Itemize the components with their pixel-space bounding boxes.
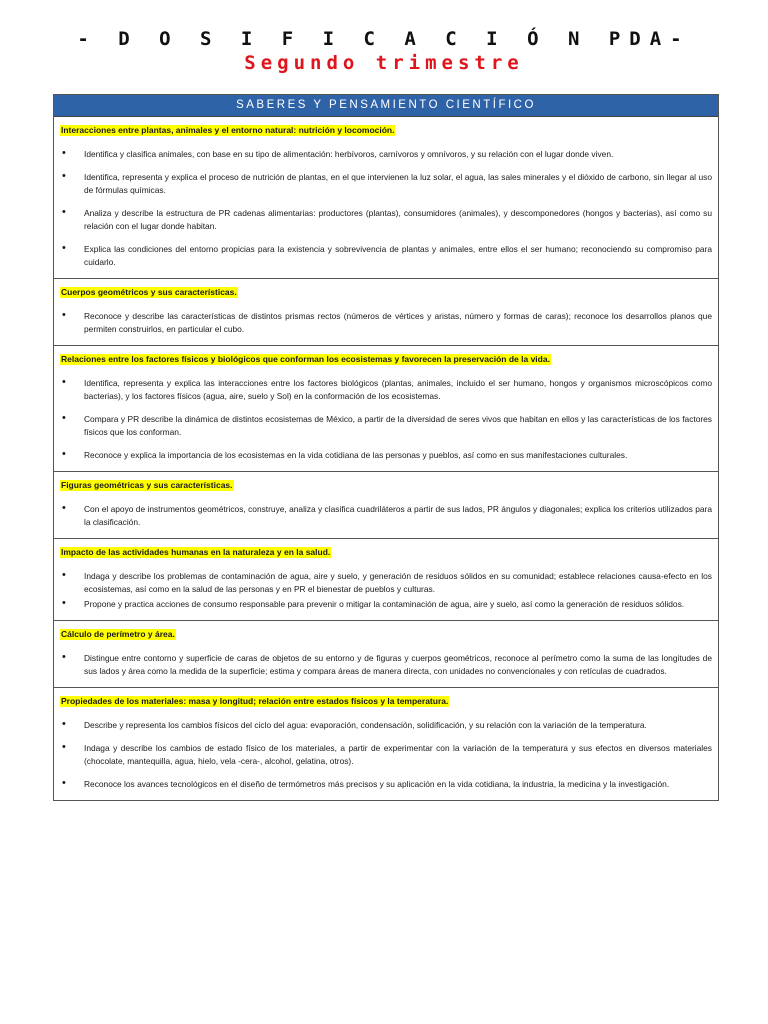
section-title: Cuerpos geométricos y sus características.: [61, 287, 237, 297]
section-items: [60, 570, 712, 611]
list-item: • Con el apoyo de instrumentos geométricos, construye, analiza y clasifica cuadriláteros a partir de sus lados, PR ángulos y diagonales; explica los criterios utilizados para la clasificación.: [60, 503, 712, 529]
section-items: [60, 310, 712, 336]
section: [54, 471, 718, 538]
section: [54, 117, 718, 278]
list-item: • Analiza y describe la estructura de PR cadenas alimentarias: productores (plantas), consumidores (animales), y descomponedores (hongos y bacterias), así como su relación con el lugar donde habitan.: [60, 207, 712, 233]
list-item: • Explica las condiciones del entorno propicias para la existencia y sobrevivencia de plantas y animales, entre ellos el ser humano; reconociendo su compromiso para cuidarlo.: [60, 243, 712, 269]
section: [54, 620, 718, 687]
list-item: • Reconoce los avances tecnológicos en el diseño de termómetros más precisos y su aplicación en la vida cotidiana, la industria, la medicina y la investigación.: [60, 778, 712, 791]
section-title: Propiedades de los materiales: masa y longitud; relación entre estados físicos y la temperatura.: [61, 696, 449, 706]
list-item: • Indaga y describe los cambios de estado físico de los materiales, a partir de experimentar con la variación de la temperatura y sus efectos en diversos materiales (chocolate, mantequilla, agua, hielo, vela -cera-, alcohol, gelatina, otros).: [60, 742, 712, 768]
list-item: • Identifica y clasifica animales, con base en su tipo de alimentación: herbívoros, carnívoros y omnívoros, y su relación con el lugar donde viven.: [60, 148, 712, 161]
list-item: • Propone y practica acciones de consumo responsable para prevenir o mitigar la contaminación de agua, aire y suelo, así como la generación de residuos sólidos.: [60, 598, 712, 611]
list-item: • Indaga y describe los problemas de contaminación de agua, aire y suelo, y generación de residuos sólidos en su comunidad; establece relaciones causa-efecto en los ecosistemas, así como en la salud de las personas y en PR el bienestar de pueblos y culturas.: [60, 570, 712, 596]
section-title: Relaciones entre los factores físicos y biológicos que conforman los ecosistemas y favorecen la preservación de la vida.: [61, 354, 550, 364]
section: [54, 345, 718, 471]
section-title: Figuras geométricas y sus características.: [61, 480, 233, 490]
list-item: • Identifica, representa y explica el proceso de nutrición de plantas, en el que intervienen la luz solar, el agua, las sales minerales y el dióxido de carbono, sin llegar al uso de fórmulas químicas.: [60, 171, 712, 197]
table-heading: SABERES Y PENSAMIENTO CIENTÍFICO: [54, 95, 718, 117]
dosificacion-table: [53, 94, 719, 801]
list-item: • Reconoce y explica la importancia de los ecosistemas en la vida cotidiana de las personas y pueblos, así como en sus manifestaciones culturales.: [60, 449, 712, 462]
document-subtitle: Segundo trimestre: [244, 52, 524, 74]
section-title: Interacciones entre plantas, animales y el entorno natural: nutrición y locomoción.: [61, 125, 395, 135]
list-item: • Identifica, representa y explica las interacciones entre los factores biológicos (plantas, animales, incluido el ser humano, hongos y organismos microscópicos como bacterias), y los factores físicos (agua, aire, suelo y Sol) en la conformación de los ecosistemas.: [60, 377, 712, 403]
section-title: Impacto de las actividades humanas en la naturaleza y en la salud.: [61, 547, 331, 557]
section-items: [60, 503, 712, 529]
list-item: • Describe y representa los cambios físicos del ciclo del agua: evaporación, condensación, solidificación, y su relación con la variación de la temperatura.: [60, 719, 712, 732]
sections-container: [54, 117, 718, 800]
section-title: Cálculo de perímetro y área.: [61, 629, 175, 639]
section-items: [60, 148, 712, 269]
list-item: • Reconoce y describe las características de distintos prismas rectos (números de vértices y aristas, número y formas de caras); reconoce los desarrollos planos que permiten construirlos, en particular el cubo.: [60, 310, 712, 336]
section-items: [60, 719, 712, 791]
list-item: • Compara y PR describe la dinámica de distintos ecosistemas de México, a partir de la diversidad de seres vivos que habitan en ellos y las características de los factores físicos que los conforman.: [60, 413, 712, 439]
list-item: • Distingue entre contorno y superficie de caras de objetos de su entorno y de figuras y cuerpos geométricos, reconoce al perímetro como la suma de las longitudes de sus lados y área como la medida de la superficie; estima y compara áreas de manera directa, con unidades no convencionales y con retículas de cuadrados.: [60, 652, 712, 678]
document-title: - D O S I F I C A C I Ó N PDA-: [77, 28, 691, 50]
section: [54, 687, 718, 800]
section: [54, 278, 718, 345]
section: [54, 538, 718, 620]
section-items: [60, 652, 712, 678]
section-items: [60, 377, 712, 462]
